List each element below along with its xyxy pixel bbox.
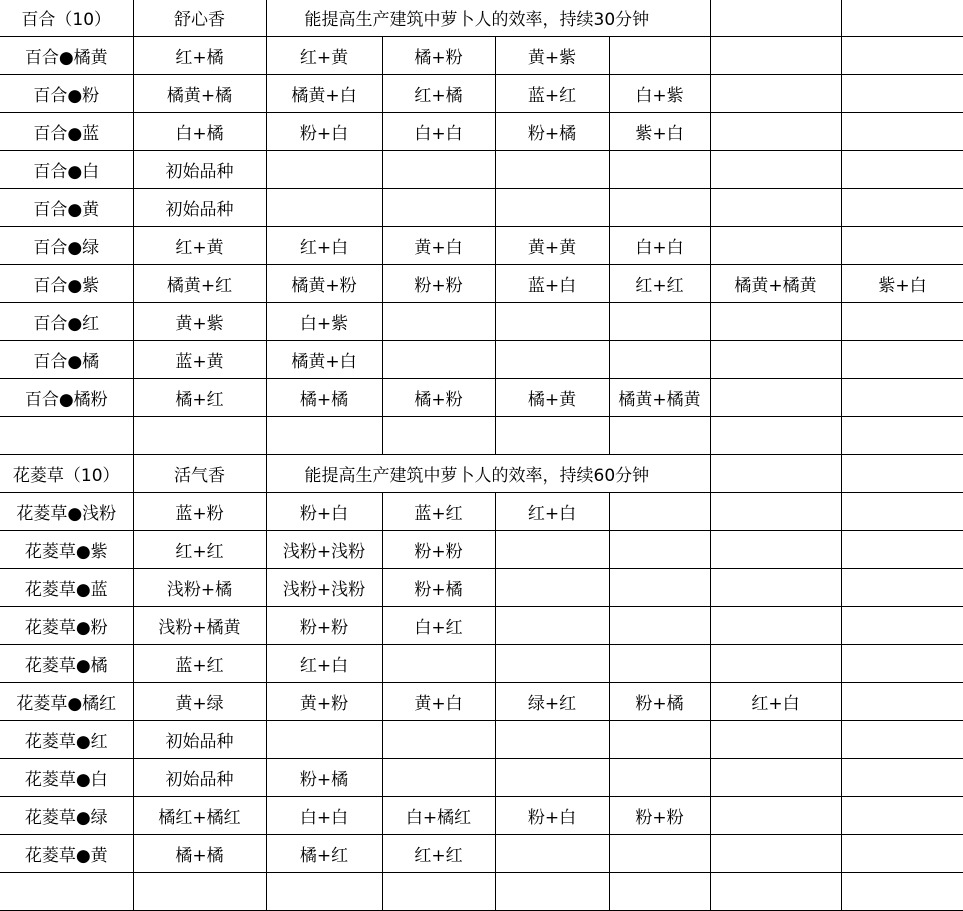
recipe-cell [841, 721, 963, 759]
table-cell [710, 417, 841, 455]
recipe-cell: 浅粉+橘 [133, 569, 266, 607]
recipe-cell: 初始品种 [133, 151, 266, 189]
recipe-cell [710, 797, 841, 835]
recipe-cell [382, 303, 495, 341]
table-row [0, 227, 963, 265]
recipe-cell [609, 303, 710, 341]
table-cell [382, 417, 495, 455]
recipe-cell [841, 341, 963, 379]
recipe-cell [495, 151, 609, 189]
table-row [0, 75, 963, 113]
recipe-cell: 白+紫 [266, 303, 382, 341]
group-effect: 能提高生产建筑中萝卜人的效率，持续60分钟 [266, 455, 710, 493]
recipe-cell: 红+白 [266, 645, 382, 683]
recipe-cell [710, 645, 841, 683]
recipe-cell: 黄+黄 [495, 227, 609, 265]
recipe-cell: 白+紫 [609, 75, 710, 113]
table-row [0, 645, 963, 683]
recipe-cell [710, 759, 841, 797]
table-row [0, 607, 963, 645]
table-cell [841, 417, 963, 455]
recipe-cell [710, 75, 841, 113]
recipe-cell [710, 531, 841, 569]
recipe-cell [266, 189, 382, 227]
recipe-cell [382, 721, 495, 759]
flower-variety: 花菱草●紫 [0, 531, 133, 569]
table-row [0, 151, 963, 189]
recipe-cell [710, 341, 841, 379]
recipe-cell [609, 341, 710, 379]
recipe-cell [710, 151, 841, 189]
recipe-cell: 橘黄+白 [266, 341, 382, 379]
flower-variety: 花菱草●绿 [0, 797, 133, 835]
recipe-cell: 黄+粉 [266, 683, 382, 721]
recipe-cell: 粉+粉 [266, 607, 382, 645]
flower-variety: 花菱草●蓝 [0, 569, 133, 607]
recipe-cell [841, 189, 963, 227]
group-name: 花菱草（10） [0, 455, 133, 493]
flower-variety: 百合●蓝 [0, 113, 133, 151]
table-row [0, 189, 963, 227]
recipe-cell [710, 569, 841, 607]
table-cell [0, 417, 133, 455]
table-cell [609, 417, 710, 455]
recipe-cell [841, 759, 963, 797]
recipe-cell [841, 645, 963, 683]
recipe-cell [841, 303, 963, 341]
recipe-cell: 白+橘红 [382, 797, 495, 835]
recipe-cell [710, 607, 841, 645]
recipe-cell: 紫+白 [609, 113, 710, 151]
flower-variety: 百合●黄 [0, 189, 133, 227]
recipe-cell [495, 835, 609, 873]
recipe-cell [609, 645, 710, 683]
recipe-cell [266, 151, 382, 189]
recipe-cell: 粉+粉 [609, 797, 710, 835]
recipe-cell: 红+橘 [382, 75, 495, 113]
recipe-cell [710, 835, 841, 873]
recipe-cell [495, 607, 609, 645]
recipe-cell: 橘黄+橘黄 [609, 379, 710, 417]
recipe-cell: 浅粉+橘黄 [133, 607, 266, 645]
recipe-cell [382, 151, 495, 189]
recipe-cell: 橘+粉 [382, 37, 495, 75]
recipe-cell: 黄+紫 [133, 303, 266, 341]
recipe-cell [266, 721, 382, 759]
group-fragrance: 舒心香 [133, 0, 266, 37]
recipe-cell: 蓝+红 [382, 493, 495, 531]
recipe-cell: 粉+橘 [609, 683, 710, 721]
recipe-cell: 白+白 [266, 797, 382, 835]
recipe-cell: 橘黄+粉 [266, 265, 382, 303]
flower-variety: 百合●白 [0, 151, 133, 189]
recipe-cell [710, 303, 841, 341]
recipe-cell: 粉+粉 [382, 531, 495, 569]
recipe-cell [609, 759, 710, 797]
table-cell [266, 417, 382, 455]
recipe-cell [609, 151, 710, 189]
table-cell [133, 417, 266, 455]
flower-variety: 百合●橘 [0, 341, 133, 379]
group-effect: 能提高生产建筑中萝卜人的效率，持续30分钟 [266, 0, 710, 37]
recipe-cell: 紫+白 [841, 265, 963, 303]
recipe-cell: 粉+白 [266, 113, 382, 151]
recipe-cell: 红+白 [710, 683, 841, 721]
recipe-cell [841, 227, 963, 265]
table-row [0, 721, 963, 759]
recipe-cell [841, 569, 963, 607]
group-header-row [0, 0, 963, 37]
recipe-cell: 红+红 [382, 835, 495, 873]
table-row [0, 531, 963, 569]
recipe-cell [609, 493, 710, 531]
recipe-cell [841, 37, 963, 75]
recipe-cell: 粉+橘 [382, 569, 495, 607]
recipe-cell [841, 531, 963, 569]
recipe-cell [710, 37, 841, 75]
recipe-cell [609, 569, 710, 607]
recipe-cell [710, 227, 841, 265]
recipe-cell: 白+橘 [133, 113, 266, 151]
flower-variety: 花菱草●橘红 [0, 683, 133, 721]
recipe-cell: 绿+红 [495, 683, 609, 721]
table-row [0, 683, 963, 721]
recipe-cell [495, 531, 609, 569]
recipe-cell [609, 835, 710, 873]
recipe-cell: 白+白 [609, 227, 710, 265]
recipe-cell [495, 645, 609, 683]
recipe-cell [710, 721, 841, 759]
flower-variety: 花菱草●白 [0, 759, 133, 797]
recipe-cell [841, 379, 963, 417]
recipe-cell [382, 341, 495, 379]
table-row [0, 569, 963, 607]
blank-row [0, 417, 963, 455]
recipe-cell: 初始品种 [133, 759, 266, 797]
recipe-cell: 橘黄+红 [133, 265, 266, 303]
recipe-cell: 白+红 [382, 607, 495, 645]
recipe-cell [495, 341, 609, 379]
recipe-cell: 粉+橘 [266, 759, 382, 797]
flower-variety: 百合●橘粉 [0, 379, 133, 417]
recipe-cell [710, 113, 841, 151]
recipe-cell [841, 683, 963, 721]
recipe-cell: 橘红+橘红 [133, 797, 266, 835]
table-row [0, 265, 963, 303]
table-row [0, 759, 963, 797]
table-row [0, 341, 963, 379]
recipe-cell: 橘黄+白 [266, 75, 382, 113]
recipe-cell: 红+白 [495, 493, 609, 531]
flower-variety: 花菱草●浅粉 [0, 493, 133, 531]
recipe-cell: 粉+橘 [495, 113, 609, 151]
recipe-cell: 蓝+红 [495, 75, 609, 113]
recipe-cell [710, 189, 841, 227]
recipe-cell: 红+黄 [266, 37, 382, 75]
recipe-cell [710, 379, 841, 417]
flower-variety: 百合●粉 [0, 75, 133, 113]
recipe-cell: 初始品种 [133, 189, 266, 227]
group-name: 百合（10） [0, 0, 133, 37]
recipe-cell [382, 189, 495, 227]
recipe-cell [710, 493, 841, 531]
recipe-cell: 蓝+白 [495, 265, 609, 303]
recipe-cell [495, 303, 609, 341]
recipe-cell: 浅粉+浅粉 [266, 531, 382, 569]
recipe-cell [841, 493, 963, 531]
flower-variety: 花菱草●黄 [0, 835, 133, 873]
recipe-cell [841, 607, 963, 645]
group-fragrance: 活气香 [133, 455, 266, 493]
recipe-cell: 浅粉+浅粉 [266, 569, 382, 607]
recipe-cell: 黄+绿 [133, 683, 266, 721]
recipe-cell: 蓝+粉 [133, 493, 266, 531]
table-row [0, 835, 963, 873]
recipe-cell: 橘+黄 [495, 379, 609, 417]
recipe-cell: 橘+橘 [266, 379, 382, 417]
table-row [0, 113, 963, 151]
recipe-cell: 黄+白 [382, 227, 495, 265]
flower-variety: 百合●绿 [0, 227, 133, 265]
recipe-cell: 橘黄+橘 [133, 75, 266, 113]
recipe-cell [609, 189, 710, 227]
recipe-cell [382, 759, 495, 797]
recipe-cell: 红+橘 [133, 37, 266, 75]
recipe-cell [841, 151, 963, 189]
table-cell [710, 455, 841, 493]
flower-variety: 百合●紫 [0, 265, 133, 303]
table-cell [841, 0, 963, 37]
flower-variety: 百合●红 [0, 303, 133, 341]
group-header-row [0, 455, 963, 493]
recipe-cell [841, 75, 963, 113]
recipe-cell: 红+白 [266, 227, 382, 265]
flower-variety: 花菱草●橘 [0, 645, 133, 683]
recipe-cell: 橘+红 [266, 835, 382, 873]
recipe-cell: 红+黄 [133, 227, 266, 265]
recipe-cell [382, 645, 495, 683]
recipe-cell: 橘+橘 [133, 835, 266, 873]
table-cell [495, 417, 609, 455]
table-row [0, 303, 963, 341]
recipe-cell: 橘+红 [133, 379, 266, 417]
recipe-cell [495, 721, 609, 759]
recipe-cell: 黄+紫 [495, 37, 609, 75]
recipe-cell [841, 797, 963, 835]
flower-variety: 百合●橘黄 [0, 37, 133, 75]
table-row [0, 37, 963, 75]
table-row [0, 379, 963, 417]
table-row [0, 493, 963, 531]
recipe-cell [609, 607, 710, 645]
flower-variety: 花菱草●粉 [0, 607, 133, 645]
table-cell [710, 0, 841, 37]
recipe-cell: 黄+白 [382, 683, 495, 721]
recipe-cell [495, 759, 609, 797]
recipe-cell: 白+白 [382, 113, 495, 151]
recipe-cell: 蓝+红 [133, 645, 266, 683]
recipe-cell: 粉+白 [266, 493, 382, 531]
recipe-cell [609, 37, 710, 75]
recipe-cell: 橘+粉 [382, 379, 495, 417]
recipe-cell [841, 113, 963, 151]
recipe-cell: 红+红 [133, 531, 266, 569]
recipe-cell [609, 721, 710, 759]
recipe-cell [609, 531, 710, 569]
recipe-cell: 蓝+黄 [133, 341, 266, 379]
recipe-cell [495, 189, 609, 227]
recipe-cell: 初始品种 [133, 721, 266, 759]
recipe-cell: 红+红 [609, 265, 710, 303]
flower-variety: 花菱草●红 [0, 721, 133, 759]
recipe-cell [841, 835, 963, 873]
table-row [0, 797, 963, 835]
table-cell [841, 455, 963, 493]
recipe-cell: 橘黄+橘黄 [710, 265, 841, 303]
recipe-cell: 粉+粉 [382, 265, 495, 303]
recipe-cell [495, 569, 609, 607]
recipe-cell: 粉+白 [495, 797, 609, 835]
